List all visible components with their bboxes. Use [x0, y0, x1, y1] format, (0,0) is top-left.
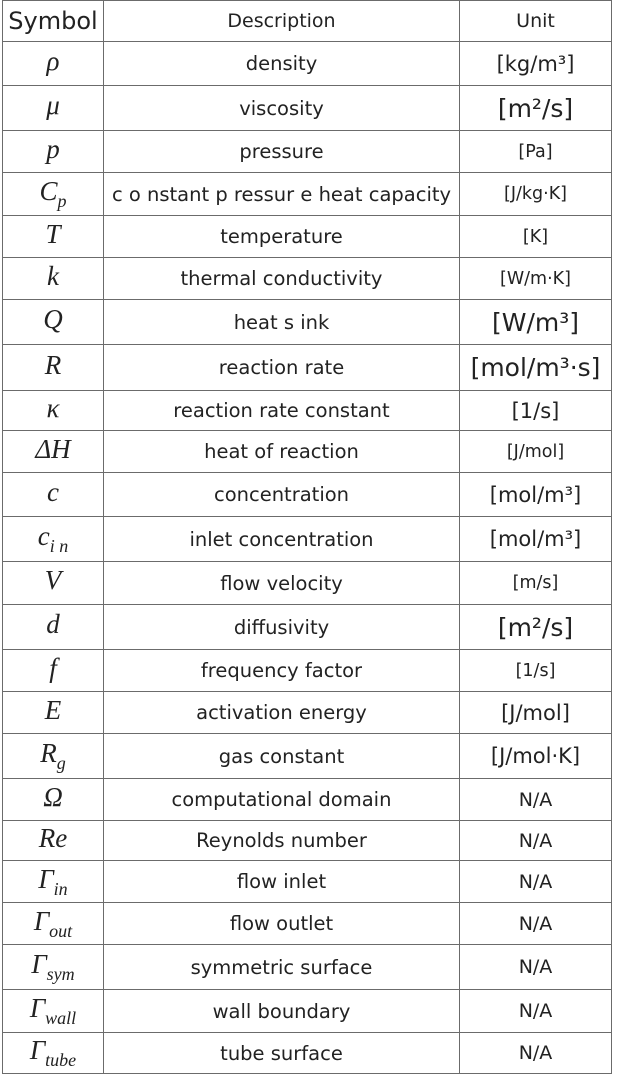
symbol-main: κ: [46, 392, 60, 423]
symbol-cell: [3, 345, 104, 391]
table-row: [3, 650, 612, 692]
description-cell: activation energy: [104, 692, 460, 734]
symbol-main: Γ: [29, 993, 46, 1023]
table-row: [3, 945, 612, 990]
symbol-cell: [3, 779, 104, 821]
description-cell: gas constant: [104, 734, 460, 779]
table-row: [3, 300, 612, 345]
description-cell: thermal conductivity: [104, 258, 460, 300]
symbol-cell: [3, 903, 104, 945]
symbol-main: c: [37, 521, 50, 551]
unit-cell: [J/mol·K]: [460, 734, 612, 779]
table-row: [3, 42, 612, 86]
description-cell: flow outlet: [104, 903, 460, 945]
unit-cell: [mol/m³·s]: [460, 345, 612, 391]
unit-cell: N/A: [460, 861, 612, 903]
table-row: [3, 1033, 612, 1074]
unit-cell: N/A: [460, 903, 612, 945]
symbol-main: Γ: [33, 905, 50, 936]
header-unit: Unit: [460, 1, 612, 42]
description-cell: frequency factor: [104, 650, 460, 692]
table-row: [3, 562, 612, 605]
symbol-cell: [3, 216, 104, 258]
table-row: [3, 903, 612, 945]
header-symbol: Symbol: [3, 1, 104, 42]
symbol-subscript: sym: [46, 964, 75, 984]
table-row: [3, 345, 612, 391]
symbol-subscript: p: [57, 191, 67, 211]
symbol-main: Γ: [29, 1035, 46, 1065]
description-cell: reaction rate constant: [104, 391, 460, 431]
symbol-cell: [3, 431, 104, 473]
description-cell: heat of reaction: [104, 431, 460, 473]
symbol-cell: [3, 131, 104, 173]
table-row: [3, 131, 612, 173]
description-cell: symmetric surface: [104, 945, 460, 990]
symbol-cell: [3, 821, 104, 861]
description-cell: diffusivity: [104, 605, 460, 650]
table-row: [3, 990, 612, 1033]
table-row: [3, 605, 612, 650]
unit-cell: [W/m³]: [460, 300, 612, 345]
symbol-subscript: tube: [45, 1050, 77, 1070]
description-cell: heat s ink: [104, 300, 460, 345]
symbol-cell: [3, 605, 104, 650]
unit-cell: N/A: [460, 945, 612, 990]
description-cell: inlet concentration: [104, 517, 460, 562]
symbol-cell: [3, 300, 104, 345]
symbol-main: ρ: [46, 45, 60, 76]
symbol-main: Γ: [31, 949, 47, 979]
unit-cell: [m²/s]: [460, 86, 612, 131]
symbol-main: T: [45, 218, 61, 249]
unit-cell: [mol/m³]: [460, 517, 612, 562]
unit-cell: [m/s]: [460, 562, 612, 605]
unit-cell: [mol/m³]: [460, 473, 612, 517]
symbol-main: μ: [46, 90, 60, 120]
symbol-main: Q: [43, 304, 63, 334]
description-cell: reaction rate: [104, 345, 460, 391]
symbol-cell: [3, 650, 104, 692]
table-row: [3, 473, 612, 517]
symbol-main: R: [40, 738, 57, 768]
description-cell: pressure: [104, 131, 460, 173]
symbol-table: [2, 0, 612, 1074]
symbol-main: c: [47, 476, 59, 507]
unit-cell: [kg/m³]: [460, 42, 612, 86]
description-cell: viscosity: [104, 86, 460, 131]
description-cell: Reynolds number: [104, 821, 460, 861]
symbol-main: Ω: [43, 781, 63, 812]
table-row: [3, 173, 612, 216]
table-body: [3, 42, 612, 1074]
symbol-main: ΔH: [35, 433, 71, 464]
symbol-subscript: wall: [45, 1008, 77, 1028]
table-row: [3, 86, 612, 131]
symbol-cell: [3, 391, 104, 431]
symbol-cell: [3, 86, 104, 131]
symbol-cell: [3, 692, 104, 734]
unit-cell: N/A: [460, 990, 612, 1033]
description-cell: computational domain: [104, 779, 460, 821]
unit-cell: [K]: [460, 216, 612, 258]
description-cell: tube surface: [104, 1033, 460, 1074]
symbol-main: Γ: [38, 863, 54, 894]
symbol-main: p: [46, 133, 60, 164]
description-cell: wall boundary: [104, 990, 460, 1033]
table-row: [3, 431, 612, 473]
symbol-main: Re: [38, 822, 68, 853]
symbol-subscript: in: [53, 878, 68, 899]
symbol-main: E: [44, 694, 62, 725]
unit-cell: [J/mol]: [460, 431, 612, 473]
table-row: [3, 779, 612, 821]
symbol-main: R: [44, 349, 62, 380]
symbol-cell: [3, 473, 104, 517]
description-cell: concentration: [104, 473, 460, 517]
symbol-cell: [3, 1033, 104, 1074]
table-row: [3, 258, 612, 300]
symbol-cell: [3, 734, 104, 779]
table-row: [3, 821, 612, 861]
unit-cell: N/A: [460, 821, 612, 861]
symbol-subscript: g: [56, 753, 66, 773]
description-cell: c o nstant p ressur e heat capacity: [104, 173, 460, 216]
header-row: [3, 1, 612, 42]
symbol-cell: [3, 42, 104, 86]
symbol-main: f: [49, 652, 57, 683]
unit-cell: [1/s]: [460, 650, 612, 692]
table-row: [3, 391, 612, 431]
table-row: [3, 216, 612, 258]
description-cell: temperature: [104, 216, 460, 258]
symbol-subscript: i n: [49, 536, 69, 556]
symbol-cell: [3, 258, 104, 300]
symbol-cell: [3, 173, 104, 216]
unit-cell: [m²/s]: [460, 605, 612, 650]
symbol-subscript: out: [49, 920, 73, 941]
symbol-cell: [3, 562, 104, 605]
symbol-main: d: [46, 609, 60, 639]
symbol-main: V: [44, 565, 62, 595]
header-description: Description: [104, 1, 460, 42]
table-row: [3, 692, 612, 734]
unit-cell: [1/s]: [460, 391, 612, 431]
description-cell: density: [104, 42, 460, 86]
symbol-cell: [3, 517, 104, 562]
unit-cell: [Pa]: [460, 131, 612, 173]
table-row: [3, 517, 612, 562]
unit-cell: [W/m·K]: [460, 258, 612, 300]
table-row: [3, 861, 612, 903]
description-cell: flow velocity: [104, 562, 460, 605]
symbol-main: k: [47, 260, 59, 291]
symbol-main: C: [39, 176, 58, 206]
symbol-cell: [3, 861, 104, 903]
symbol-cell: [3, 990, 104, 1033]
unit-cell: [J/mol]: [460, 692, 612, 734]
unit-cell: N/A: [460, 779, 612, 821]
description-cell: flow inlet: [104, 861, 460, 903]
unit-cell: [J/kg·K]: [460, 173, 612, 216]
symbol-cell: [3, 945, 104, 990]
table-row: [3, 734, 612, 779]
unit-cell: N/A: [460, 1033, 612, 1074]
